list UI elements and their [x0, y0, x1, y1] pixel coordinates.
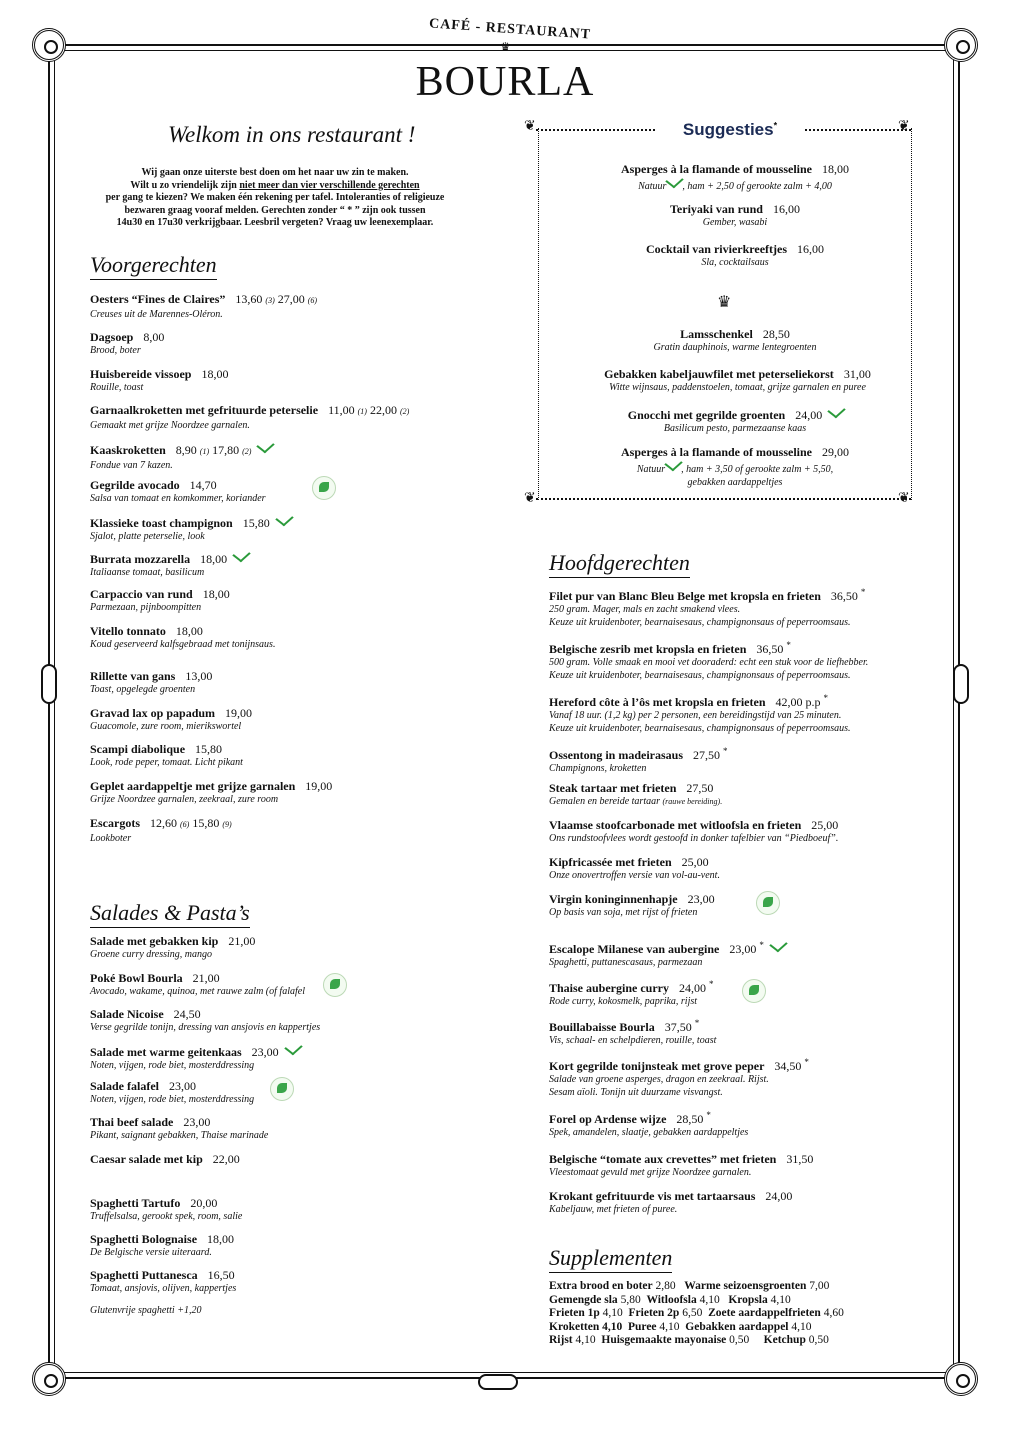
supp-row — [549, 1294, 929, 1308]
item-name: Spaghetti Puttanesca — [90, 1268, 198, 1282]
item-name: Forel op Ardense wijze — [549, 1112, 667, 1126]
supp-name: Puree — [628, 1320, 657, 1333]
item-description: Onze onovertroffen versie van vol-au-vent. — [549, 870, 720, 881]
item-name: Huisbereide vissoep — [90, 367, 192, 381]
supp-price: 4,10 — [659, 1320, 680, 1333]
item-name: Hereford côte à l’ôs met kropsla en frieten — [549, 695, 766, 709]
menu-item — [549, 892, 919, 919]
vegetarian-leaf-icon — [275, 511, 293, 527]
menu-item — [90, 367, 520, 394]
item-price: 27,50 — [693, 748, 721, 762]
menu-item — [565, 445, 905, 489]
side-ornament-icon — [953, 664, 969, 704]
item-price: 19,00 — [305, 779, 333, 793]
menu-item — [565, 406, 905, 435]
item-description: Truffelsalsa, gerookt spek, room, salie — [90, 1211, 243, 1222]
item-price: 14,70 — [189, 478, 217, 492]
menu-item — [90, 587, 520, 614]
supp-name: Frieten 1p — [549, 1307, 600, 1319]
item-price: 29,00 — [822, 445, 849, 459]
welcome-text — [80, 167, 470, 230]
item-description: Creuses uit de Marennes-Oléron. — [90, 309, 223, 320]
item-name: Salade Nicoise — [90, 1007, 164, 1021]
welcome-line-part: Wilt u zo vriendelijk zijn — [130, 179, 240, 191]
corner-ornament-icon — [944, 1362, 978, 1396]
item-description: Koud geserveerd kalfsgebraad met tonijnsaus. — [90, 639, 276, 650]
item-description: Groene curry dressing, mango — [90, 949, 213, 960]
item-description: Salsa van tomaat en komkommer, koriander — [90, 493, 266, 504]
item-description: , ham + 2,50 of gerookte zalm + 4,00 — [682, 181, 832, 192]
item-description: Gemalen en bereide tartaar — [549, 796, 660, 807]
menu-item — [90, 971, 520, 998]
supp-name: Gemengde sla — [549, 1293, 618, 1306]
item-price: 24,50 — [173, 1007, 201, 1021]
item-star: * — [709, 979, 714, 989]
item-price: 22,00 — [369, 403, 397, 417]
item-description: Noten, vijgen, rode biet, mosterddressing — [90, 1060, 255, 1071]
supp-price: 7,00 — [809, 1280, 830, 1292]
item-price: 21,00 — [228, 934, 256, 948]
supp-price: 4,10 — [602, 1307, 623, 1319]
supp-price: 6,50 — [682, 1307, 703, 1319]
menu-item — [549, 585, 919, 629]
item-price: 27,50 — [686, 781, 714, 795]
item-description: Pikant, saignant gebakken, Thaise marinade — [90, 1130, 269, 1141]
item-name: Gegrilde avocado — [90, 478, 180, 492]
item-price: 18,00 — [822, 162, 849, 176]
item-description: Lookboter — [90, 833, 132, 844]
item-star: * — [786, 640, 791, 650]
item-name: Lamsschenkel — [680, 327, 753, 341]
welcome-line: bezwaren graag vooraf melden. Gerechten zonder “ * ” zijn ook tussen — [124, 204, 426, 216]
item-description: Keuze uit kruidenboter, bearnaisesaus, champignonsaus of peperroomsaus. — [549, 670, 851, 681]
item-price: 24,00 — [795, 408, 823, 422]
item-description: Sesam aïoli. Tonijn uit duurzame visvangst. — [549, 1087, 723, 1098]
item-qty: (9) — [222, 820, 232, 829]
item-description: Salade van groene asperges, dragon en zeekraal. Rijst. — [549, 1074, 769, 1085]
item-price: 23,00 — [169, 1079, 196, 1093]
menu-item — [90, 441, 520, 472]
vegetarian-leaf-icon — [284, 1040, 302, 1056]
menu-item — [549, 691, 919, 735]
menu-item — [90, 779, 520, 806]
item-description: Basilicum pesto, parmezaanse kaas — [663, 423, 807, 434]
item-price: 16,00 — [772, 202, 800, 216]
corner-ornament-icon — [32, 1362, 66, 1396]
item-name: Klassieke toast champignon — [90, 516, 233, 530]
menu-item — [90, 514, 520, 543]
welcome-line-underlined: niet meer dan vier verschillende gerechten — [239, 179, 420, 191]
menu-item — [549, 1108, 919, 1139]
supp-name: Warme seizoensgroenten — [684, 1280, 807, 1292]
item-description: Vis, schaal- en schelpdieren, rouille, toast — [549, 1035, 717, 1046]
item-name: Garnaalkroketten met gefrituurde peterselie — [90, 403, 319, 417]
menu-item — [90, 669, 520, 696]
menu-item — [549, 744, 919, 775]
item-qty: (3) — [265, 296, 275, 305]
item-name: Steak tartaar met frieten — [549, 781, 677, 795]
item-price: 24,00 — [679, 981, 706, 995]
item-name: Kaaskroketten — [90, 443, 166, 457]
menu-item — [90, 550, 520, 579]
item-name: Virgin koninginnenhapje — [549, 892, 678, 906]
item-price: 18,00 — [175, 624, 203, 638]
supp-row — [549, 1280, 929, 1294]
menu-item — [90, 706, 520, 733]
item-price: 18,00 — [201, 367, 229, 381]
section-title-salades: Salades & Pasta’s — [90, 900, 250, 928]
item-name: Carpaccio van rund — [90, 587, 193, 601]
menu-item — [549, 938, 919, 969]
flourish-icon: ❦ — [524, 119, 536, 134]
item-description: Keuze uit kruidenboter, bearnaisesaus, champignonsaus of peperroomsaus. — [549, 723, 851, 734]
item-name: Thaise aubergine curry — [549, 981, 669, 995]
item-description: Rouille, toast — [90, 382, 144, 393]
supp-name: Rijst — [549, 1334, 573, 1346]
item-name: Escargots — [90, 816, 140, 830]
item-star: * — [759, 940, 764, 950]
supp-price: 5,80 — [620, 1293, 641, 1306]
item-name: Scampi diabolique — [90, 742, 186, 756]
menu-item — [549, 1152, 919, 1179]
item-name: Vlaamse stoofcarbonade met witloofsla en frieten — [549, 818, 802, 832]
menu-item — [549, 1016, 919, 1047]
menu-item — [90, 1232, 520, 1259]
item-price: 25,00 — [681, 855, 709, 869]
item-name: Dagsoep — [90, 330, 134, 344]
flourish-icon: ❦ — [524, 491, 536, 506]
item-star: * — [706, 1110, 711, 1120]
item-price: 15,80 — [195, 742, 223, 756]
item-price: 28,50 — [676, 1112, 704, 1126]
menu-item — [90, 816, 520, 845]
item-description: Verse gegrilde tonijn, dressing van ansjovis en kappertjes — [90, 1022, 321, 1033]
item-name: Burrata mozzarella — [90, 552, 191, 566]
menu-item — [560, 367, 915, 394]
item-description: Spaghetti, puttanescasaus, parmezaan — [549, 957, 703, 968]
item-price: 37,50 — [664, 1020, 692, 1034]
item-description: Gratin dauphinois, warme lentegroenten — [653, 342, 817, 353]
item-qty: (2) — [242, 447, 252, 456]
item-price: 18,00 — [207, 1232, 235, 1246]
menu-item — [549, 638, 919, 682]
supp-name: Zoete aardappelfrieten — [708, 1307, 821, 1319]
welcome-line — [80, 180, 470, 193]
menu-item — [565, 162, 905, 193]
item-description: Ons rundstoofvlees wordt gestoofd in donker tafelbier van “Piedboeuf”. — [549, 833, 839, 844]
item-description: Keuze uit kruidenboter, bearnaisesaus, champignonsaus of peperroomsaus. — [549, 617, 851, 628]
menu-item — [90, 624, 520, 651]
welcome-title: Welkom in ons restaurant ! — [168, 122, 416, 147]
corner-ornament-icon — [32, 28, 66, 62]
section-title-hoofdgerechten: Hoofdgerechten — [549, 550, 690, 578]
item-name: Gravad lax op papadum — [90, 706, 216, 720]
item-name: Kort gegrilde tonijnsteak met grove peper — [549, 1059, 765, 1073]
item-name: Salade met gebakken kip — [90, 934, 219, 948]
item-description: Sla, cocktailsaus — [701, 257, 769, 268]
item-name: Spaghetti Tartufo — [90, 1196, 181, 1210]
vegetarian-leaf-icon — [769, 937, 787, 953]
item-qty: (6) — [180, 820, 190, 829]
vegan-badge-icon — [270, 1077, 294, 1101]
supp-name: Huisgemaakte mayonaise — [601, 1334, 727, 1346]
item-star: * — [823, 693, 828, 703]
menu-item — [90, 403, 520, 432]
supp-name: Witloofsla — [646, 1293, 697, 1306]
item-price: 21,00 — [192, 971, 220, 985]
item-star: * — [694, 1018, 700, 1028]
item-name: Salade met warme geitenkaas — [90, 1045, 242, 1059]
item-price: 17,80 — [212, 443, 240, 457]
item-price: 13,00 — [185, 669, 213, 683]
item-star: * — [860, 587, 866, 597]
item-description: Sjalot, platte peterselie, look — [90, 531, 205, 542]
item-price: 18,00 — [202, 587, 230, 601]
item-description: Brood, boter — [90, 345, 141, 356]
item-name: Teriyaki van rund — [670, 202, 763, 216]
item-qty: (1) — [357, 407, 367, 416]
item-description: Noten, vijgen, rode biet, mosterddressing — [90, 1094, 255, 1105]
gluten-note: Glutenvrije spaghetti +1,20 — [90, 1305, 202, 1316]
item-description: 500 gram. Volle smaak en mooi vet dooraderd: echt een stuk voor de liefhebber. — [549, 657, 869, 668]
item-description: Avocado, wakame, quinoa, met rauwe zalm (of falafel — [90, 986, 305, 997]
item-description: Fondue van 7 kazen. — [90, 460, 173, 471]
supp-row — [549, 1334, 929, 1348]
item-description: Natuur — [636, 464, 666, 475]
item-price: 12,60 — [150, 816, 177, 830]
supp-price: 4,10 — [575, 1334, 596, 1346]
menu-item — [90, 1196, 520, 1223]
item-price: 8,00 — [143, 330, 165, 344]
item-star: * — [804, 1057, 809, 1067]
item-price: 36,50 — [830, 589, 858, 603]
item-description: Natuur — [638, 181, 667, 192]
item-price: 24,00 — [765, 1189, 793, 1203]
supp-price: 4,10 — [770, 1293, 791, 1306]
menu-item — [90, 1043, 520, 1072]
item-description: Rode curry, kokosmelk, paprika, rijst — [549, 996, 698, 1007]
item-price: 23,00 — [251, 1045, 279, 1059]
item-name: Caesar salade met kip — [90, 1152, 203, 1166]
corner-ornament-icon — [944, 28, 978, 62]
supp-name: Ketchup — [763, 1334, 806, 1346]
menu-item — [549, 1055, 919, 1099]
item-name: Gnocchi met gegrilde groenten — [627, 408, 786, 422]
item-qty: (2) — [399, 407, 410, 416]
menu-item — [549, 818, 919, 845]
suggesties-title-text: Suggesties — [682, 120, 774, 139]
item-price: 23,00 — [183, 1115, 211, 1129]
item-price: 42,00 p.p — [775, 695, 821, 709]
item-price: 31,50 — [786, 1152, 814, 1166]
item-price: 27,00 — [277, 292, 305, 306]
item-price: 34,50 — [774, 1059, 802, 1073]
menu-item — [565, 327, 905, 354]
menu-item — [90, 1152, 520, 1166]
item-price: 20,00 — [190, 1196, 218, 1210]
item-name: Poké Bowl Bourla — [90, 971, 183, 985]
item-name: Gebakken kabeljauwfilet met peterseliekorst — [604, 367, 834, 381]
item-qty: (6) — [307, 296, 318, 305]
item-description: Italiaanse tomaat, basilicum — [90, 567, 205, 578]
menu-item — [90, 1007, 520, 1034]
item-name: Asperges à la flamande of mousseline — [621, 445, 812, 459]
section-title-voorgerechten: Voorgerechten — [90, 252, 217, 280]
supp-row — [549, 1321, 929, 1335]
item-name: Rillette van gans — [90, 669, 176, 683]
item-price: 31,00 — [843, 367, 871, 381]
supp-price: 2,80 — [655, 1280, 676, 1292]
item-name: Spaghetti Bolognaise — [90, 1232, 198, 1246]
welcome-line: Wij gaan onze uiterste best doen om het naar uw zin te maken. — [141, 167, 409, 178]
item-description: Tomaat, ansjovis, olijven, kappertjes — [90, 1283, 237, 1294]
supp-name: Kropsla — [728, 1293, 768, 1306]
item-price: 19,00 — [225, 706, 253, 720]
item-description: Vleestomaat gevuld met grijze Noordzee garnalen. — [549, 1167, 752, 1178]
vegetarian-leaf-icon — [257, 438, 275, 454]
item-description-note: (rauwe bereiding). — [662, 797, 723, 806]
supp-price: 0,50 — [729, 1334, 750, 1346]
section-title-supplementen: Supplementen — [549, 1245, 672, 1273]
item-price: 28,50 — [762, 327, 790, 341]
supp-price: 4,10 — [791, 1320, 812, 1333]
vegan-badge-icon — [323, 973, 347, 997]
item-price: 25,00 — [811, 818, 839, 832]
menu-item — [565, 202, 905, 229]
item-description: 250 gram. Mager, mals en zacht smakend vlees. — [549, 604, 741, 615]
item-name: Bouillabaisse Bourla — [549, 1020, 655, 1034]
item-price: 13,60 — [235, 292, 263, 306]
supp-price: 4,60 — [823, 1307, 844, 1319]
item-description: Gemaakt met grijze Noordzee garnalen. — [90, 420, 250, 431]
supp-price: 4,10 — [699, 1293, 720, 1306]
vegetarian-leaf-icon — [232, 547, 250, 563]
item-name: Kipfricassée met frieten — [549, 855, 672, 869]
item-description: Spek, amandelen, slaatje, gebakken aardappeltjes — [549, 1127, 749, 1138]
item-price: 15,80 — [192, 816, 220, 830]
crown-icon: ♛ — [500, 40, 511, 54]
item-price: 23,00 — [687, 892, 715, 906]
item-name: Belgische zesrib met kropsla en frieten — [549, 642, 747, 656]
menu-item — [90, 292, 520, 321]
item-price: 8,90 — [175, 443, 197, 457]
brand-subtitle: CAFÉ - RESTAURANT — [428, 16, 592, 43]
supp-row — [549, 1307, 929, 1321]
item-description: De Belgische versie uiteraard. — [90, 1247, 212, 1258]
item-name: Escalope Milanese van aubergine — [549, 942, 720, 956]
menu-item — [549, 977, 919, 1008]
welcome-line: 14u30 en 17u30 verkrijgbaar. Leesbril vergeten? Vraag uw leenexemplaar. — [116, 217, 434, 228]
item-description: Parmezaan, pijnboompitten — [90, 602, 202, 613]
item-description: Toast, opgelegde groenten — [90, 684, 196, 695]
vegetarian-leaf-icon — [827, 403, 845, 419]
menu-item — [549, 855, 919, 882]
item-star: * — [723, 746, 728, 756]
item-description: Kabeljauw, met frieten of puree. — [549, 1204, 678, 1215]
item-name: Vitello tonnato — [90, 624, 166, 638]
item-name: Oesters “Fines de Claires” — [90, 292, 226, 306]
item-description: Look, rode peper, tomaat. Licht pikant — [90, 757, 243, 768]
supp-name: Gebakken aardappel — [685, 1320, 789, 1333]
item-price: 18,00 — [200, 552, 228, 566]
side-ornament-icon — [41, 664, 57, 704]
menu-item — [90, 934, 520, 961]
item-price: 11,00 — [328, 403, 355, 417]
menu-item — [565, 242, 905, 269]
menu-item — [90, 1268, 520, 1295]
supplementen-list — [549, 1280, 929, 1348]
suggesties-title: Suggesties* — [655, 120, 805, 140]
item-name: Thai beef salade — [90, 1115, 174, 1129]
flourish-icon: ❦ — [898, 491, 910, 506]
item-description: Champignons, kroketten — [549, 763, 647, 774]
item-price: 36,50 — [756, 642, 784, 656]
item-name: Geplet aardappeltje met grijze garnalen — [90, 779, 296, 793]
item-name: Asperges à la flamande of mousseline — [621, 162, 812, 176]
supp-name: Extra brood en boter — [549, 1280, 653, 1292]
item-name: Belgische “tomate aux crevettes” met frieten — [549, 1152, 777, 1166]
item-qty: (1) — [199, 447, 210, 456]
brand-name: BOURLA — [415, 59, 595, 105]
vegan-badge-icon — [756, 891, 780, 915]
item-name: Filet pur van Blanc Bleu Belge met kropsla en frieten — [549, 589, 821, 603]
item-description: Grijze Noordzee garnalen, zeekraal, zure room — [90, 794, 279, 805]
item-price: 15,80 — [242, 516, 270, 530]
item-description: gebakken aardappeltjes — [687, 477, 783, 488]
item-description: Witte wijnsaus, paddenstoelen, tomaat, grijze garnalen en puree — [609, 382, 866, 393]
item-name: Cocktail van rivierkreeftjes — [645, 242, 788, 256]
menu-item — [549, 1189, 919, 1216]
menu-item — [90, 330, 520, 357]
supp-name: Frieten 2p — [628, 1307, 680, 1319]
supp-price: 0,50 — [808, 1334, 829, 1346]
item-name: Salade falafel — [90, 1079, 159, 1093]
item-description: Gember, wasabi — [702, 217, 768, 228]
crown-icon: ♛ — [717, 294, 732, 311]
bottom-ornament-icon — [478, 1374, 518, 1390]
supp-name: Kroketten 4,10 — [549, 1320, 623, 1333]
vegan-badge-icon — [312, 476, 336, 500]
item-price: 23,00 — [729, 942, 757, 956]
item-name: Krokant gefrituurde vis met tartaarsaus — [549, 1189, 756, 1203]
menu-item — [90, 478, 520, 505]
item-description: Op basis van soja, met rijst of frieten — [549, 907, 698, 918]
item-price: 16,50 — [207, 1268, 235, 1282]
flourish-icon: ❦ — [898, 119, 910, 134]
item-name: Ossentong in madeirasaus — [549, 748, 684, 762]
menu-item — [90, 1079, 520, 1106]
vegan-badge-icon — [742, 979, 766, 1003]
item-price: 22,00 — [212, 1152, 240, 1166]
menu-item — [90, 1115, 520, 1142]
item-description: Guacomole, zure room, mierikswortel — [90, 721, 242, 732]
item-description: Vanaf 18 uur. (1,2 kg) per 2 personen, een bereidingstijd van 25 minuten. — [549, 710, 842, 721]
item-price: 16,00 — [797, 242, 825, 256]
item-description: , ham + 3,50 of gerookte zalm + 5,50, — [681, 464, 834, 475]
suggesties-border-bottom — [536, 498, 911, 502]
menu-item — [549, 781, 919, 808]
welcome-line: per gang te kiezen? We maken één rekening per tafel. Intoleranties of religieuze — [105, 192, 445, 203]
menu-item — [90, 742, 520, 769]
